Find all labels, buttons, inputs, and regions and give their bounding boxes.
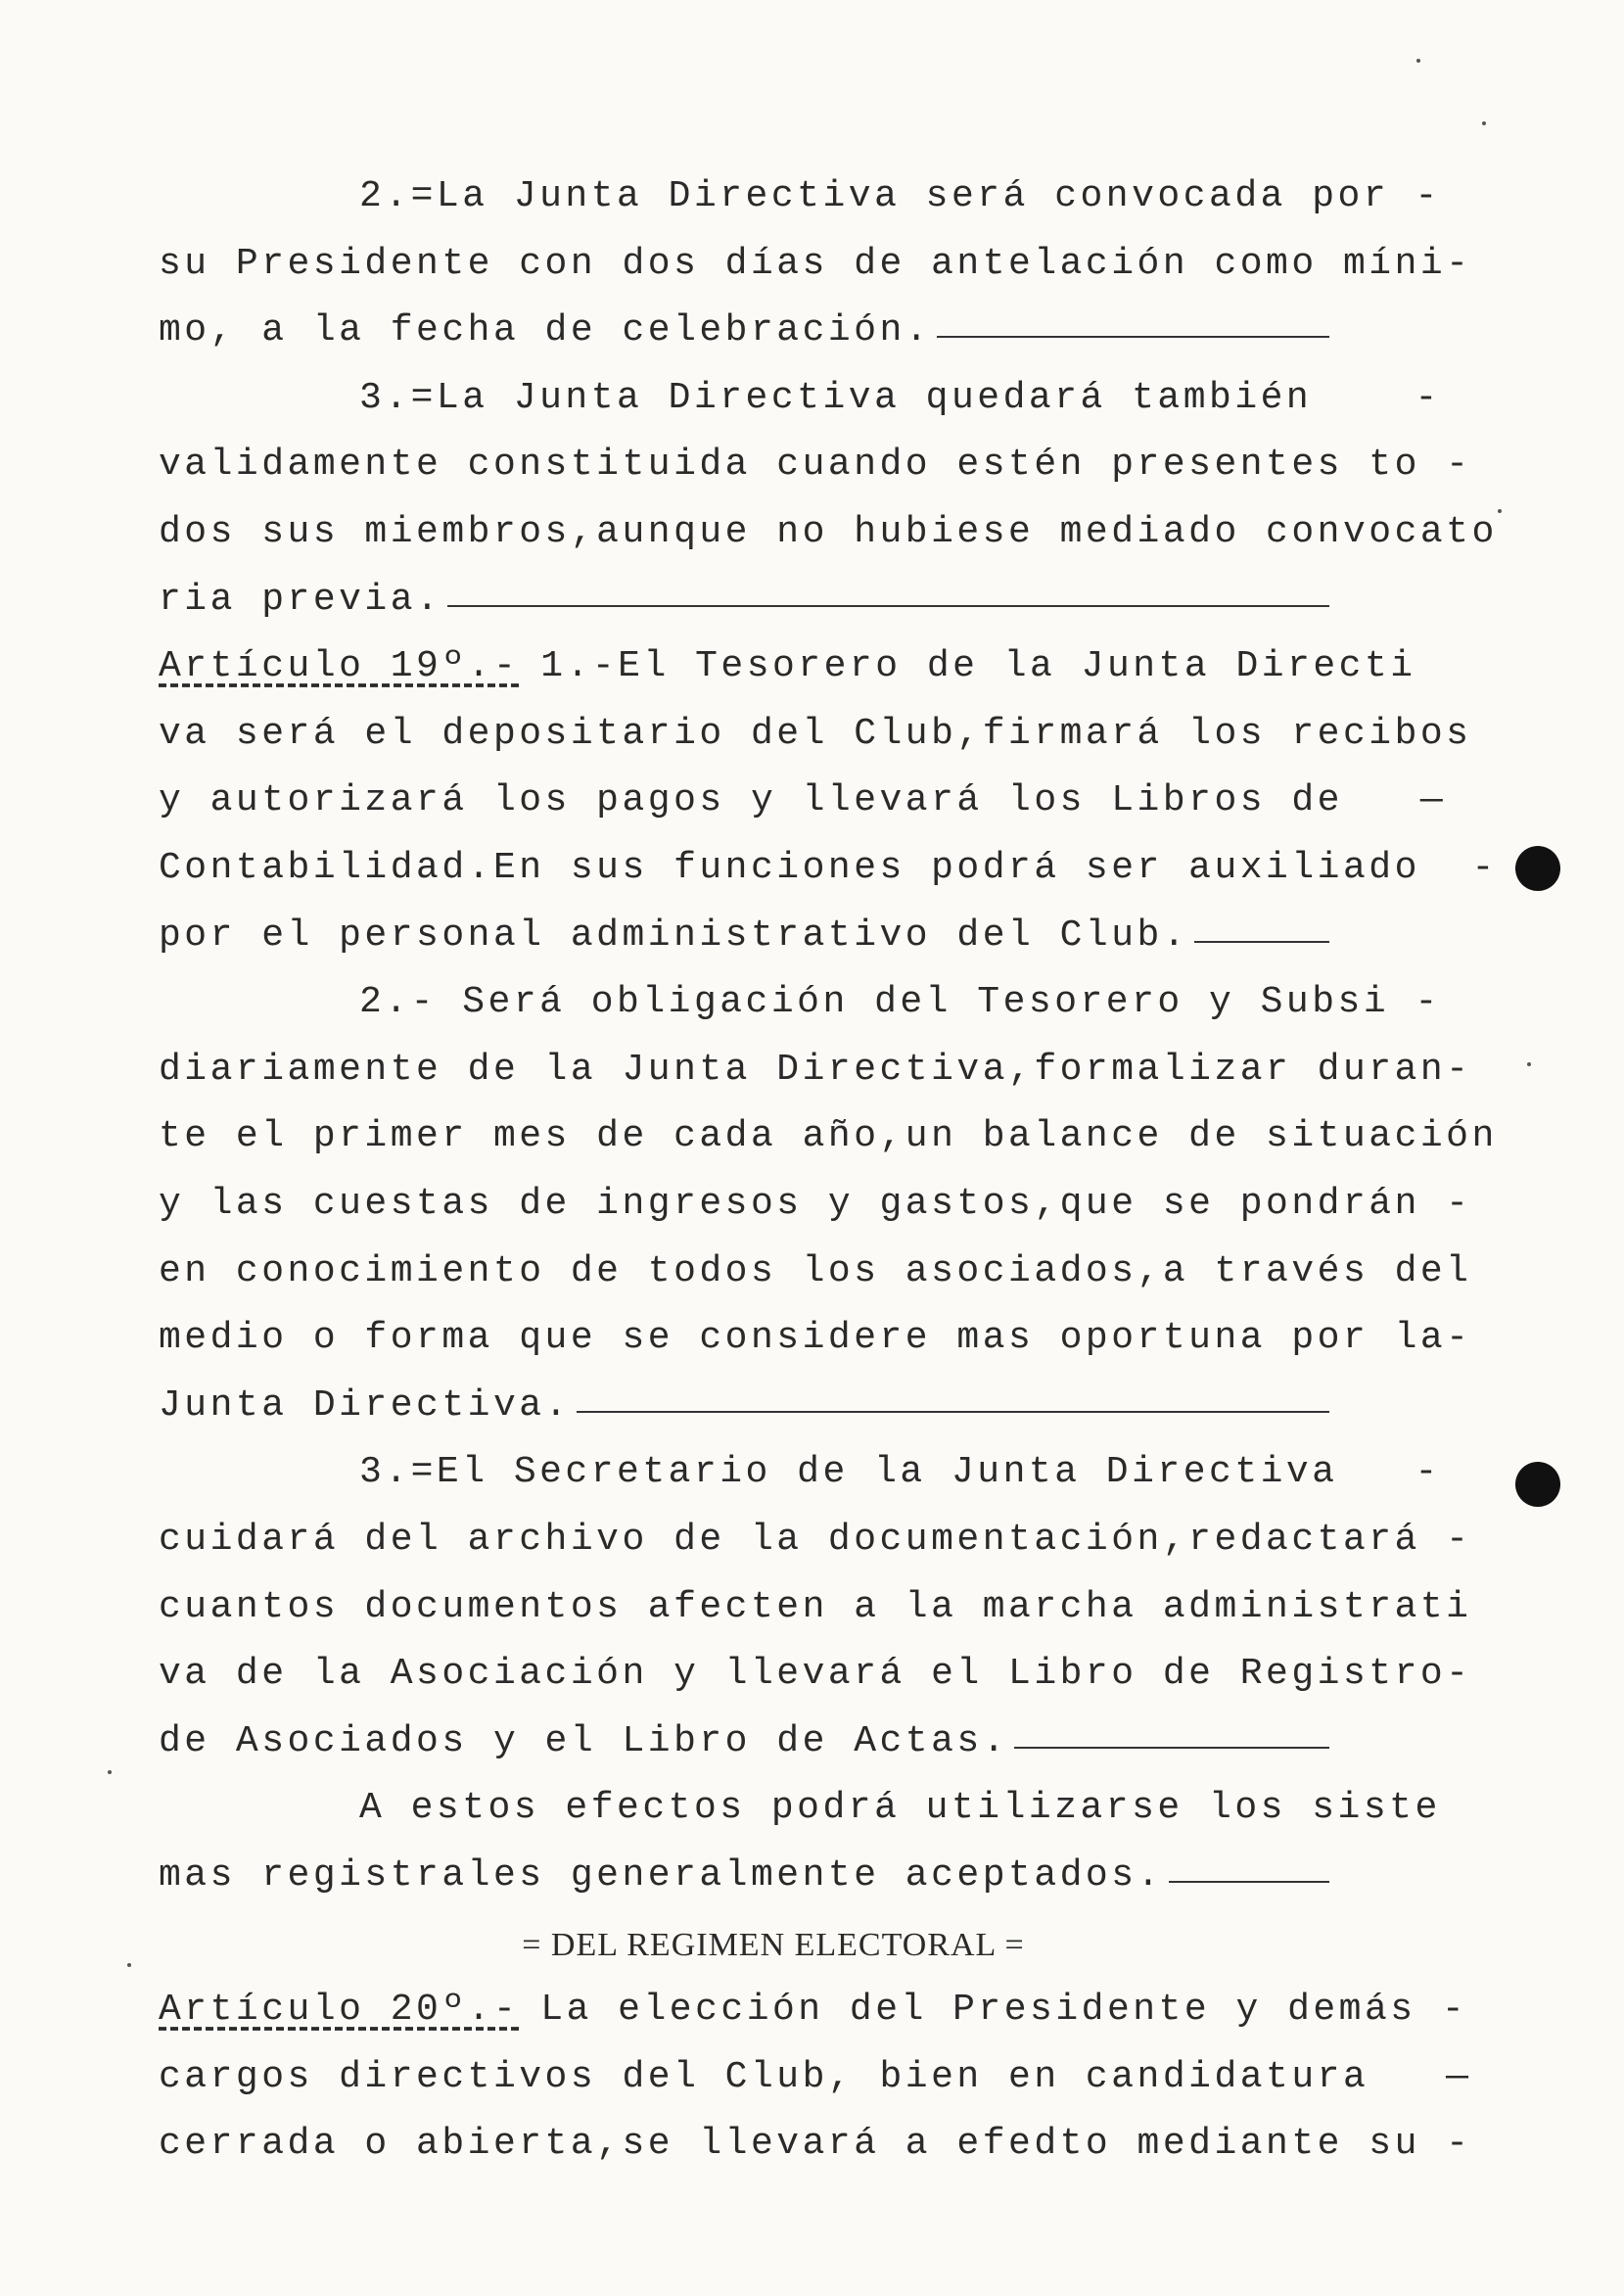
line-text: cuidará del archivo de la documentación,redactará - <box>159 1519 1472 1561</box>
text-line <box>159 2104 1472 2166</box>
text-line <box>159 761 1447 822</box>
text-line <box>159 492 1498 553</box>
text-line <box>159 157 1441 217</box>
line-text: cuantos documentos afecten a la marcha administrati <box>159 1585 1472 1628</box>
text-line <box>159 2038 1472 2098</box>
text-line <box>159 1970 1468 2032</box>
dash-fill-line <box>937 336 1329 338</box>
text-line <box>159 560 1329 619</box>
text-line <box>159 1500 1472 1561</box>
section-heading <box>159 1903 1329 1962</box>
dash-fill-line <box>1014 1747 1329 1749</box>
line-text: validamente constituida cuando estén presentes to - <box>159 444 1472 487</box>
line-text: La elección del Presidente y demás - <box>540 1989 1468 2032</box>
text-line <box>159 896 1329 955</box>
line-text: Junta Directiva. <box>159 1383 571 1427</box>
line-text: mas registrales generalmente aceptados. <box>159 1854 1163 1897</box>
dash-fill-line <box>1194 941 1329 943</box>
line-text: va de la Asociación y llevará el Libro de Registro- <box>159 1653 1472 1696</box>
text-line <box>159 1432 1441 1494</box>
text-line <box>159 962 1441 1024</box>
text-line <box>159 358 1441 419</box>
text-line <box>159 1568 1472 1628</box>
line-text: mo, a la fecha de celebración. <box>159 309 932 352</box>
punch-hole-mark <box>1515 846 1560 891</box>
article-heading: Artículo 19º.- <box>159 645 520 688</box>
line-text: A estos efectos podrá utilizarse los siste <box>359 1787 1441 1830</box>
text-line <box>159 1232 1472 1292</box>
dash-fill-line <box>577 1411 1329 1413</box>
speck <box>108 1770 112 1774</box>
line-text: te el primer mes de cada año,un balance de situación <box>159 1115 1498 1158</box>
line-text: ria previa. <box>159 578 442 621</box>
dash-fill-line <box>1169 1881 1329 1883</box>
line-text: y las cuestas de ingresos y gastos,que se pondrán - <box>159 1183 1472 1225</box>
line-text: dos sus miembros,aunque no hubiese mediado convocato <box>159 511 1498 553</box>
line-text: y autorizará los pagos y llevará los Libros de — <box>159 779 1447 822</box>
speck <box>1416 59 1420 63</box>
text-line <box>159 291 1329 350</box>
dash-fill-line <box>447 605 1329 607</box>
text-line <box>159 1030 1472 1091</box>
speck <box>1498 509 1502 513</box>
line-text: 3.=El Secretario de la Junta Directiva - <box>359 1451 1441 1494</box>
text-line <box>159 1768 1441 1830</box>
speck <box>1482 121 1486 125</box>
line-text: en conocimiento de todos los asociados,a través del <box>159 1249 1472 1292</box>
text-line <box>159 224 1472 285</box>
line-text: 3.=La Junta Directiva quedará también - <box>359 376 1441 419</box>
text-line <box>159 694 1472 755</box>
article-heading: Artículo 20º.- <box>159 1989 520 2032</box>
line-text: cerrada o abierta,se llevará a efedto mediante su - <box>159 2123 1472 2166</box>
text-line <box>159 1836 1329 1895</box>
line-text: por el personal administrativo del Club. <box>159 914 1189 957</box>
punch-hole-mark <box>1515 1462 1560 1507</box>
text-line <box>159 425 1472 487</box>
text-line <box>159 1702 1329 1760</box>
line-text: de Asociados y el Libro de Actas. <box>159 1719 1009 1762</box>
text-line <box>159 627 1416 688</box>
text-line <box>159 828 1498 889</box>
line-text: su Presidente con dos días de antelación como míni- <box>159 242 1472 285</box>
line-text: medio o forma que se considere mas oportuna por la- <box>159 1317 1472 1360</box>
line-text: = DEL REGIMEN ELECTORAL = <box>522 1926 1025 1963</box>
text-line <box>159 1164 1472 1225</box>
line-text: 2.=La Junta Directiva será convocada por - <box>359 175 1441 217</box>
text-line <box>159 1634 1472 1696</box>
line-text: va será el depositario del Club,firmará los recibos <box>159 712 1472 755</box>
text-line <box>159 1097 1498 1158</box>
speck <box>127 1963 131 1967</box>
text-line <box>159 1366 1329 1425</box>
line-text: 1.-El Tesorero de la Junta Directi <box>540 645 1416 688</box>
line-text: Contabilidad.En sus funciones podrá ser auxiliado - <box>159 847 1498 889</box>
line-text: cargos directivos del Club, bien en candidatura — <box>159 2055 1472 2098</box>
line-text: 2.- Será obligación del Tesorero y Subsi - <box>359 981 1441 1024</box>
line-text: diariamente de la Junta Directiva,formalizar duran- <box>159 1048 1472 1091</box>
speck <box>1527 1062 1531 1066</box>
text-line <box>159 1298 1472 1360</box>
